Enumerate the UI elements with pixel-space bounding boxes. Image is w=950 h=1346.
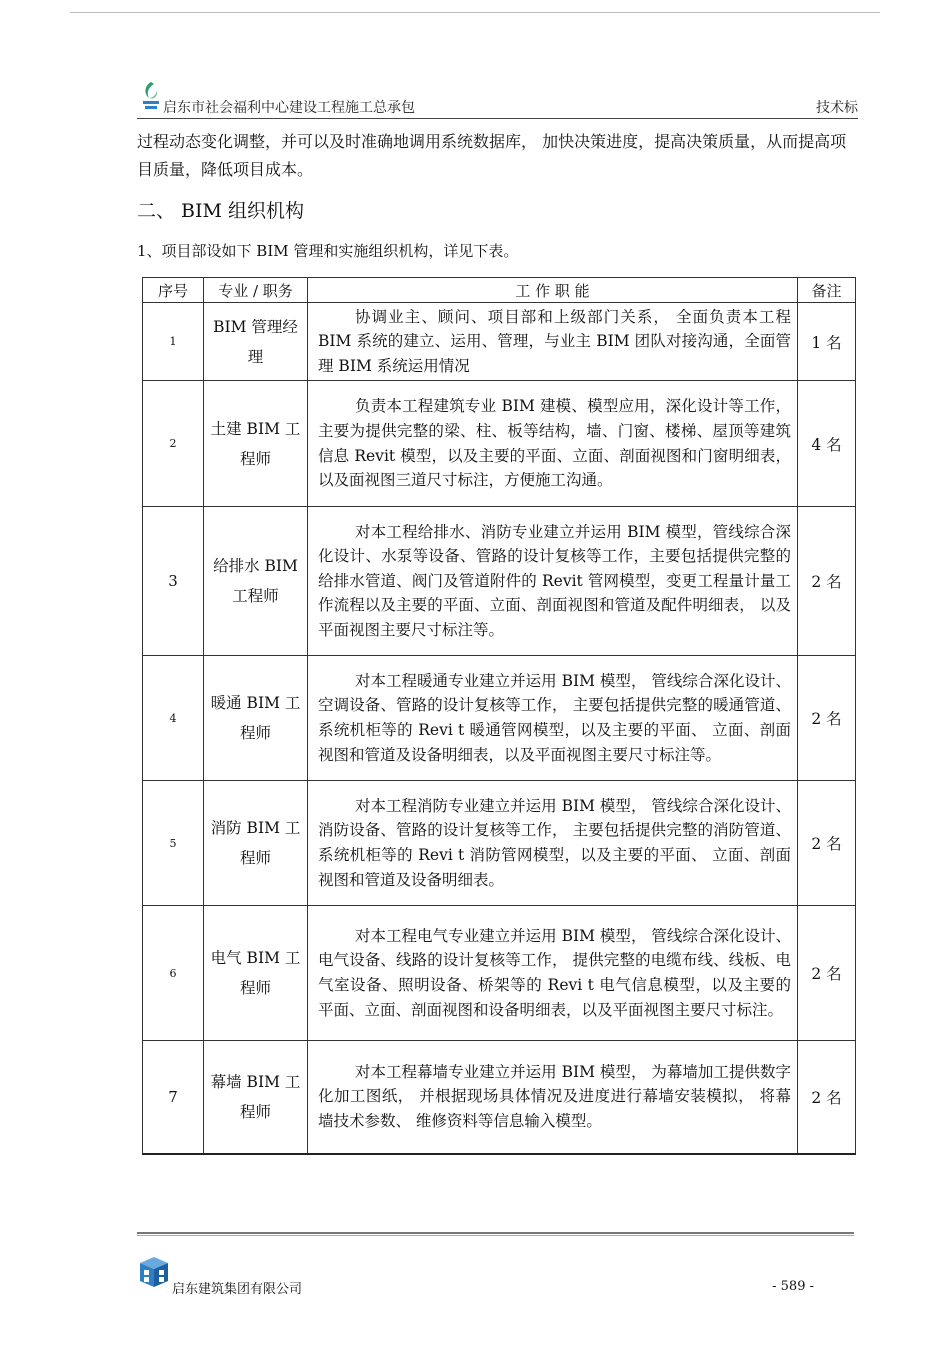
table-row: [143, 906, 856, 1041]
row-num: 2: [143, 381, 204, 507]
row-note: 1 名: [798, 303, 856, 381]
page-header: [137, 80, 858, 120]
row-role: 消防 BIM 工程师: [204, 781, 308, 906]
header-title: 启东市社会福利中心建设工程施工总承包: [163, 100, 415, 116]
row-duty: 对本工程暖通专业建立并运用 BIM 模型， 管线综合深化设计、空调设备、管路的设计复核等工作， 主要包括提供完整的暖通管道、系统机柜等的 Revi t 暖通管网模型，以及主要的平面、 立面、剖面视图和管道及设备明细表，以及平面视图主要尺寸标注等。: [308, 656, 798, 781]
row-num: 1: [143, 303, 204, 381]
table-row: [143, 1041, 856, 1154]
row-note: 2 名: [798, 781, 856, 906]
table-row: [143, 656, 856, 781]
row-role: BIM 管理经理: [204, 303, 308, 381]
row-role: 电气 BIM 工程师: [204, 906, 308, 1041]
intro-text: 1、项目部设如下 BIM 管理和实施组织机构，详见下表。: [137, 242, 519, 260]
row-duty: 对本工程给排水、消防专业建立并运用 BIM 模型，管线综合深化设计、水泵等设备、管路的设计复核等工作，主要包括提供完整的给排水管道、阀门及管道附件的 Revit 管网模型，变更工程量计量工作流程以及主要的平面、立面、剖面视图和管道及配件明细表， 以及平面视图主要尺寸标注等。: [308, 507, 798, 656]
section-heading: 二、 BIM 组织机构: [137, 200, 305, 222]
row-duty: 对本工程电气专业建立并运用 BIM 模型， 管线综合深化设计、电气设备、线路的设计复核等工作， 提供完整的电缆布线、线板、电气室设备、照明设备、桥架等的 Revi t 电气信息模型，以及主要的平面、立面、剖面视图和设备明细表，以及平面视图主要尺寸标注。: [308, 906, 798, 1041]
table-header-row: [143, 278, 856, 303]
footer-company: 启东建筑集团有限公司: [172, 1282, 303, 1297]
group-logo-icon: [136, 1255, 172, 1291]
row-num: 6: [143, 906, 204, 1041]
table-row: [143, 781, 856, 906]
header-note: 备注: [798, 278, 856, 303]
row-note: 2 名: [798, 906, 856, 1041]
row-role: 幕墙 BIM 工程师: [204, 1041, 308, 1154]
row-num: 5: [143, 781, 204, 906]
row-num: 7: [143, 1041, 204, 1154]
footer-rule-thin: [137, 1235, 854, 1236]
header-rule: [137, 118, 858, 119]
table-row: [143, 303, 856, 381]
row-role: 暖通 BIM 工程师: [204, 656, 308, 781]
table-row: [143, 507, 856, 656]
row-note: 2 名: [798, 1041, 856, 1154]
row-note: 2 名: [798, 507, 856, 656]
row-num: 3: [143, 507, 204, 656]
header-role: 专业 / 职务: [204, 278, 308, 303]
row-duty: 对本工程消防专业建立并运用 BIM 模型， 管线综合深化设计、消防设备、管路的设计复核等工作， 主要包括提供完整的消防管道、系统机柜等的 Revi t 消防管网模型，以及主要的平面、 立面、剖面视图和管道及设备明细表。: [308, 781, 798, 906]
row-note: 4 名: [798, 381, 856, 507]
table-row: [143, 381, 856, 507]
row-num: 4: [143, 656, 204, 781]
top-rule: [70, 12, 880, 13]
header-duty: 工 作 职 能: [308, 278, 798, 303]
row-role: 给排水 BIM 工程师: [204, 507, 308, 656]
company-logo-icon: [140, 80, 162, 112]
row-role: 土建 BIM 工程师: [204, 381, 308, 507]
page-number: - 589 -: [772, 1279, 814, 1294]
paragraph-1: 过程动态变化调整，并可以及时准确地调用系统数据库， 加快决策进度，提高决策质量，从而提高项目质量，降低项目成本。: [137, 132, 847, 179]
header-num: 序号: [143, 278, 204, 303]
footer-rule: [137, 1232, 854, 1234]
row-duty: 负责本工程建筑专业 BIM 建模、模型应用，深化设计等工作，主要为提供完整的梁、柱、板等结构，墙、门窗、楼梯、屋顶等建筑信息 Revit 模型，以及主要的平面、立面、剖面视图和门窗明细表， 以及面视图三道尺寸标注，方便施工沟通。: [308, 381, 798, 507]
header-label: 技术标: [816, 100, 858, 116]
row-note: 2 名: [798, 656, 856, 781]
bim-organization-table: [142, 277, 856, 1155]
row-duty: 对本工程幕墙专业建立并运用 BIM 模型， 为幕墙加工提供数字化加工图纸， 并根据现场具体情况及进度进行幕墙安装模拟， 将幕墙技术参数、 维修资料等信息输入模型。: [308, 1041, 798, 1154]
row-duty: 协调业主、顾问、项目部和上级部门关系， 全面负责本工程 BIM 系统的建立、运用、管理，与业主 BIM 团队对接沟通，全面管理 BIM 系统运用情况: [308, 303, 798, 381]
